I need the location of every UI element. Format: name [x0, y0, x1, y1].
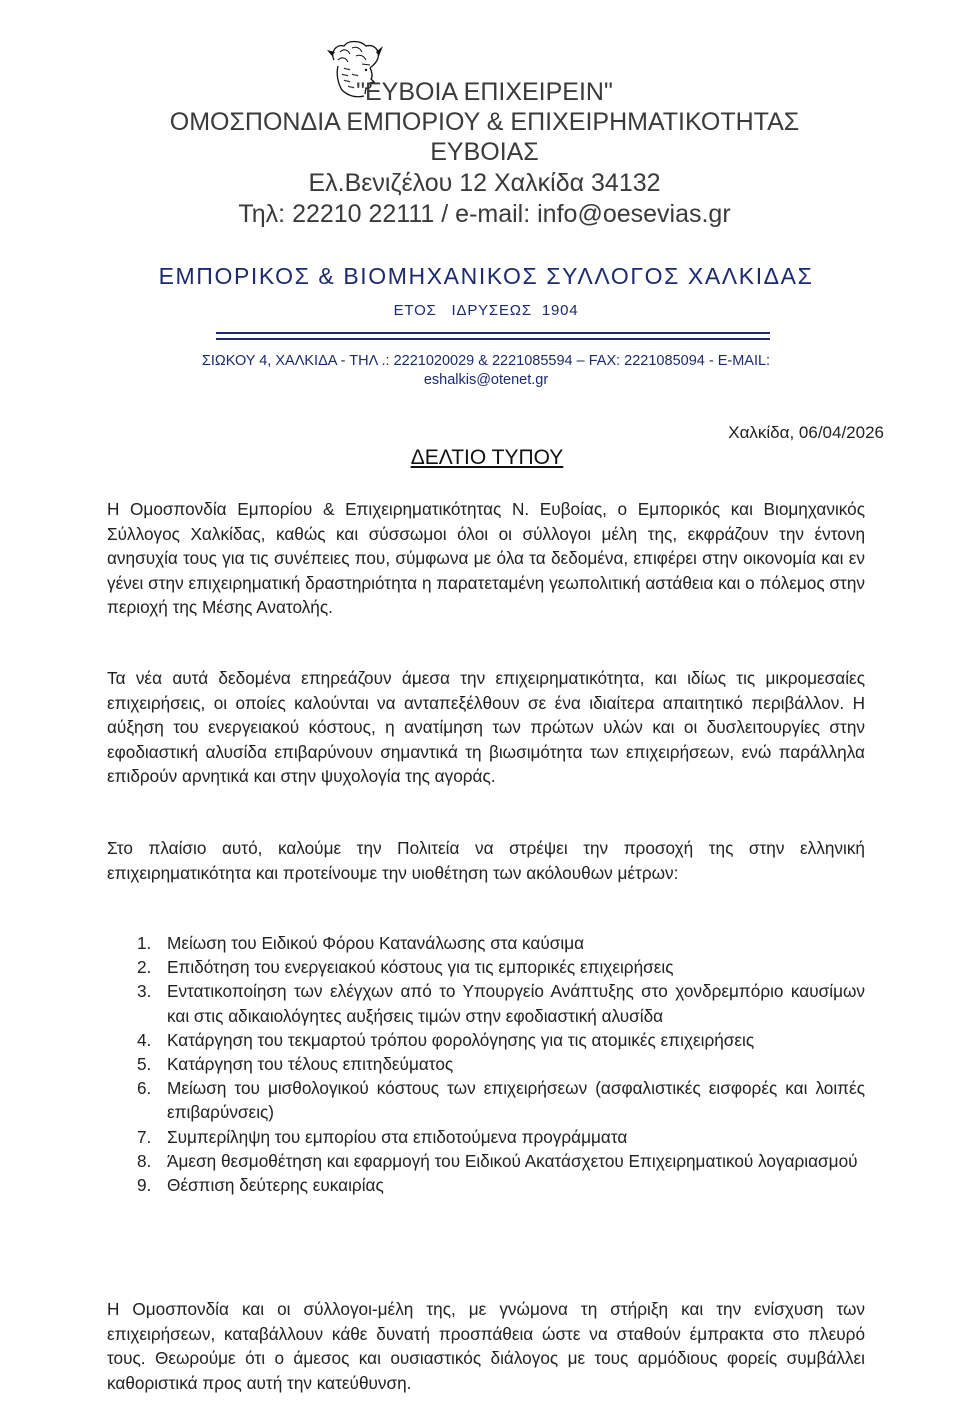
- list-item-text: Επιδότηση του ενεργειακού κόστους για τις εμπορικές επιχειρήσεις: [167, 957, 674, 978]
- paragraph-1: Η Ομοσπονδία Εμπορίου & Επιχειρηματικότητας Ν. Ευβοίας, ο Εμπορικός και Βιομηχανικός Σύλλογος Χαλκίδας, καθώς και σύσσωμοι όλοι οι σύλλογοι μέλη της, εκφράζουν την έντονη ανησυχία τους για τις συνέπειες που, σύμφωνα με όλα τα δεδομένα, επιφέρει στην οικονομία και εν γένει στην επιχειρηματική δραστηριότητα η παρατεταμένη γεωπολιτική αστάθεια και ο πόλεμος στην περιοχή της Μέσης Ανατολής.: [107, 499, 865, 617]
- list-item-text: Άμεση θεσμοθέτηση και εφαρμογή του Ειδικού Ακατάσχετου Επιχειρηματικού λογαριασμού: [167, 1150, 858, 1171]
- paragraph-3: Στο πλαίσιο αυτό, καλούμε την Πολιτεία να στρέψει την προσοχή της στην ελληνική επιχειρηματικότητα και προτείνουμε την υιοθέτηση των ακόλουθων μέτρων:: [107, 838, 865, 883]
- double-divider: [216, 332, 770, 340]
- list-item-number: 6.: [137, 1078, 152, 1099]
- association-name: ΕΜΠΟΡΙΚΟΣ & ΒΙΟΜΗΧΑΝΙΚΟΣ ΣΥΛΛΟΓΟΣ ΧΑΛΚΙΔΑΣ: [158, 263, 814, 289]
- list-item: [107, 955, 865, 979]
- list-item: [107, 1076, 865, 1124]
- paragraph-2: Τα νέα αυτά δεδομένα επηρεάζουν άμεσα την επιχειρηματικότητα, και ιδίως τις μικρομεσαίες επιχειρήσεις, οι οποίες καλούνται να ανταπεξέλθουν σε ένα ιδιαίτερα απαιτητικό περιβάλλον. Η αύξηση του ενεργειακού κόστους, η ανατίμηση των πρώτων υλών και οι δυσλειτουργίες στην εφοδιαστική αλυσίδα επιβαρύνουν σημαντικά τη βιωσιμότητα των επιχειρήσεων, ενώ παράλληλα επιδρούν αρνητικά και στην ψυχολογία της αγοράς.: [107, 668, 865, 786]
- list-item-text: Συμπερίληψη του εμπορίου στα επιδοτούμενα προγράμματα: [167, 1126, 628, 1147]
- list-item-number: 4.: [137, 1029, 152, 1050]
- list-item-text: Θέσπιση δεύτερης ευκαιρίας: [167, 1175, 384, 1196]
- list-item-number: 9.: [137, 1175, 152, 1196]
- list-item-number: 3.: [137, 981, 152, 1002]
- list-item-text: Εντατικοποίηση των ελέγχων από το Υπουργείο Ανάπτυξης στο χονδρεμπόριο καυσίμων και στις αδικαιολόγητες αυξήσεις τιμών στην εφοδιαστική αλυσίδα: [167, 981, 865, 1026]
- list-item: [107, 1149, 865, 1173]
- list-item: [107, 931, 865, 955]
- list-item: [107, 1028, 865, 1052]
- paragraph-4: Η Ομοσπονδία και οι σύλλογοι-μέλη της, με γνώμονα τη στήριξη και την ενίσχυση των επιχειρήσεων, καταβάλλουν κάθε δυνατή προσπάθεια ώστε να σταθούν έμπρακτα στο πλευρό τους. Θεωρούμε ότι ο άμεσος και ουσιαστικός διάλογος με τους αρμόδιους φορείς συμβάλλει καθοριστικά προς αυτή την κατεύθυνση.: [107, 1299, 865, 1393]
- measures-list: [107, 931, 865, 1197]
- list-item-text: Κατάργηση του τεκμαρτού τρόπου φορολόγησης για τις ατομικές επιχειρήσεις: [167, 1029, 755, 1050]
- association-contact: [150, 352, 822, 390]
- association-contact-line2: eshalkis@otenet.gr: [423, 372, 549, 388]
- list-item-text: Μείωση του μισθολογικού κόστους των επιχειρήσεων (ασφαλιστικές εισφορές και λοιπές επιβαρύνσεις): [167, 1078, 865, 1123]
- list-item-number: 8.: [137, 1150, 152, 1171]
- list-item-text: Κατάργηση του τέλους επιτηδεύματος: [167, 1054, 454, 1075]
- list-item-number: 5.: [137, 1054, 152, 1075]
- federation-name-line1: ΟΜΟΣΠΟΝΔΙΑ ΕΜΠΟΡΙΟΥ & ΕΠΙΧΕΙΡΗΜΑΤΙΚΟΤΗΤΑΣ: [169, 108, 800, 136]
- list-item: [107, 979, 865, 1027]
- federation-contact: Τηλ: 22210 22111 / e-mail: info@oesevias.gr: [238, 200, 731, 228]
- document-date: Χαλκίδα, 06/04/2026: [728, 423, 884, 442]
- list-item-number: 1.: [137, 933, 152, 953]
- federation-address: Ελ.Βενιζέλου 12 Χαλκίδα 34132: [308, 169, 661, 197]
- list-item: [107, 1052, 865, 1076]
- association-contact-line1: ΣΙΩΚΟΥ 4, ΧΑΛΚΙΔΑ - ΤΗΛ .: 2221020029 & 2221085594 – FAX: 2221085094 - E-MAIL:: [201, 353, 771, 369]
- press-release-title: ΔΕΛΤΙΟ ΤΥΠΟΥ: [410, 446, 564, 469]
- federation-name-line2: ΕΥΒΟΙΑΣ: [430, 138, 539, 166]
- list-item: [107, 1173, 865, 1197]
- list-item-number: 2.: [137, 957, 152, 978]
- association-founded: ΕΤΟΣ ΙΔΡΥΣΕΩΣ 1904: [393, 302, 579, 319]
- federation-brand: "ΕΥΒΟΙΑ ΕΠΙΧΕΙΡΕΙΝ": [356, 78, 613, 106]
- list-item: [107, 1125, 865, 1149]
- list-item-number: 7.: [137, 1126, 152, 1147]
- list-item-text: Μείωση του Ειδικού Φόρου Κατανάλωσης στα καύσιμα: [167, 933, 585, 953]
